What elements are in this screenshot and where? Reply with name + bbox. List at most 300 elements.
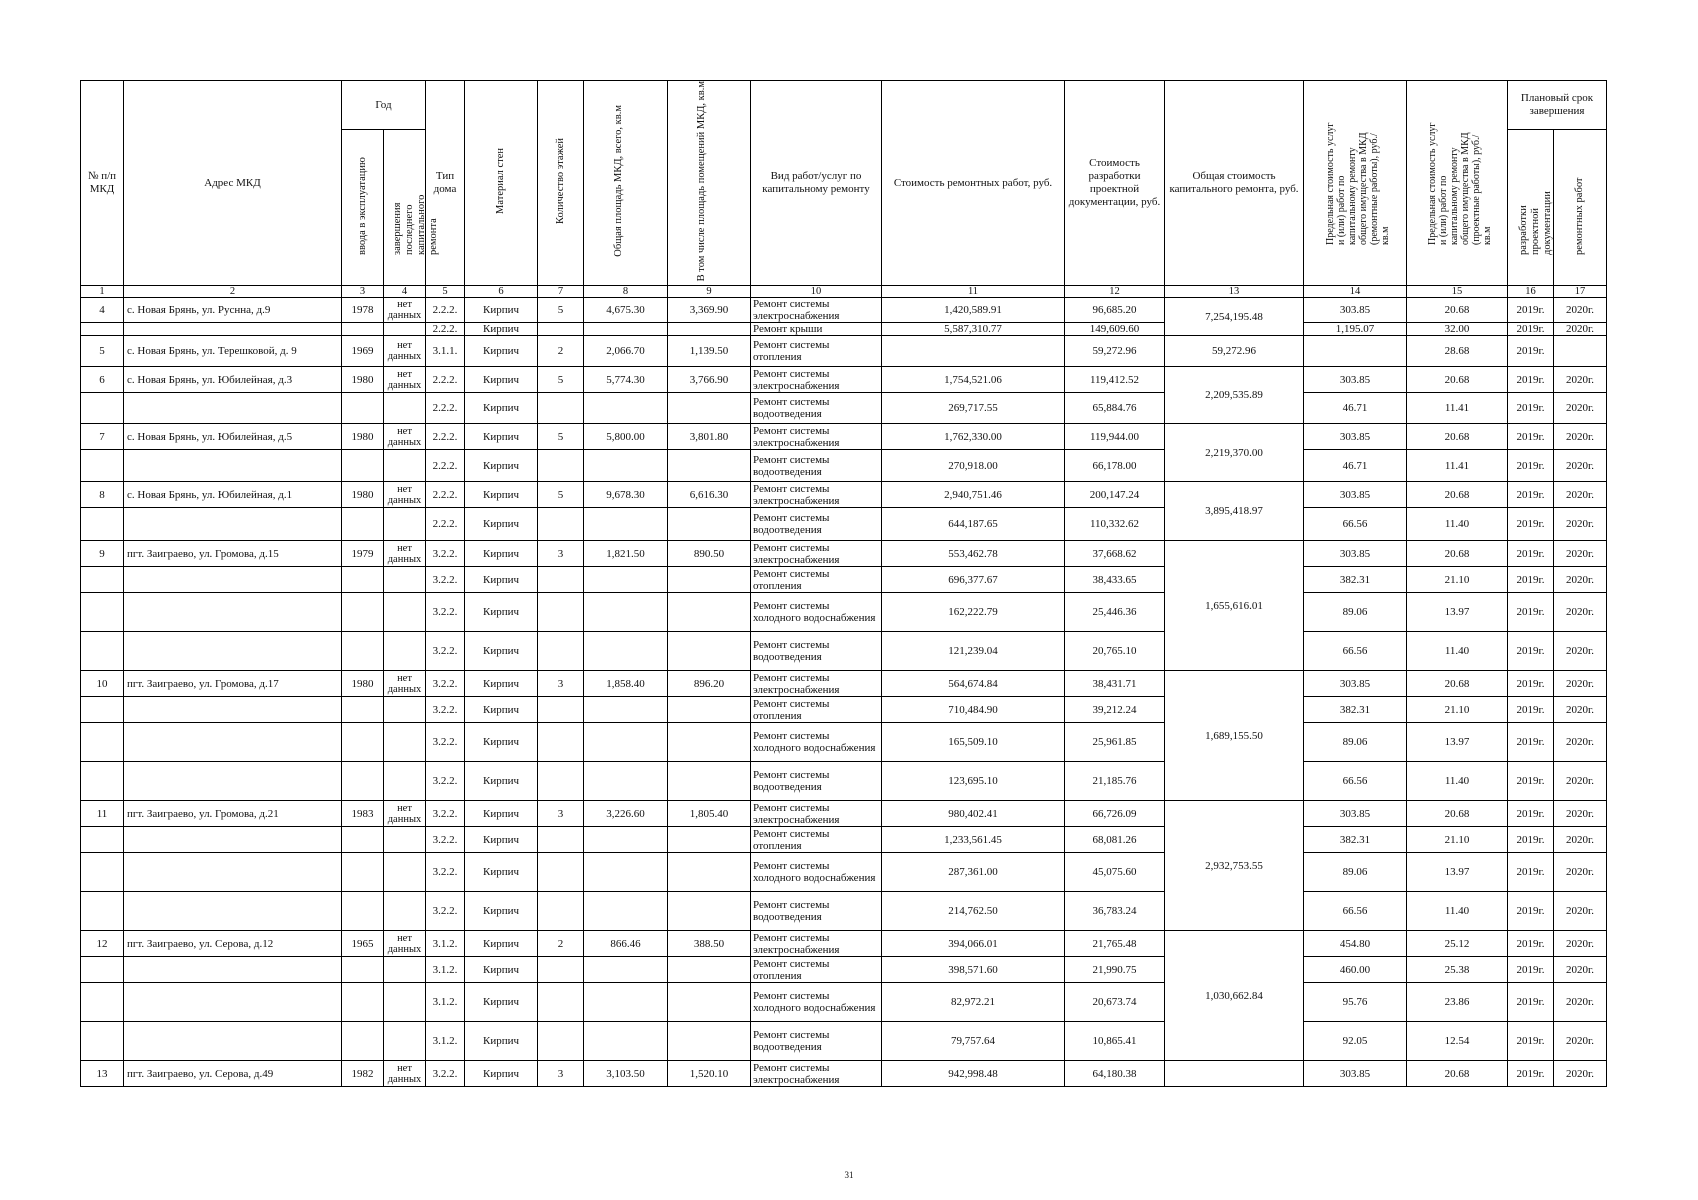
limit-design-cell: 20.68 xyxy=(1407,541,1508,567)
limit-design-cell: 21.10 xyxy=(1407,697,1508,723)
premises-area-cell xyxy=(668,393,751,424)
plan-design-date-cell: 2019г. xyxy=(1508,801,1554,827)
column-number: 17 xyxy=(1554,286,1607,298)
row-number xyxy=(81,723,124,762)
table-row xyxy=(81,671,1607,697)
total-area-cell xyxy=(584,593,668,632)
limit-design-cell: 23.86 xyxy=(1407,983,1508,1022)
limit-repair-cell: 303.85 xyxy=(1304,541,1407,567)
total-area-cell xyxy=(584,508,668,541)
address-cell: пгт. Заиграево, ул. Громова, д.15 xyxy=(124,541,342,567)
column-number: 12 xyxy=(1065,286,1165,298)
last-repair-cell xyxy=(384,1022,426,1061)
work-type-cell: Ремонт системы водоотведения xyxy=(751,1022,882,1061)
repair-cost-cell: 123,695.10 xyxy=(882,762,1065,801)
premises-area-cell xyxy=(668,450,751,482)
row-number xyxy=(81,393,124,424)
design-cost-cell: 25,961.85 xyxy=(1065,723,1165,762)
house-type-cell: 3.2.2. xyxy=(426,1061,465,1087)
address-cell xyxy=(124,723,342,762)
total-area-cell xyxy=(584,723,668,762)
wall-material-cell: Кирпич xyxy=(465,298,538,323)
floors-cell: 5 xyxy=(538,424,584,450)
premises-area-cell xyxy=(668,593,751,632)
limit-design-cell: 11.40 xyxy=(1407,892,1508,931)
address-cell: с. Новая Брянь, ул. Руснна, д.9 xyxy=(124,298,342,323)
repair-cost-cell: 1,420,589.91 xyxy=(882,298,1065,323)
repair-cost-cell: 162,222.79 xyxy=(882,593,1065,632)
table-row xyxy=(81,931,1607,957)
last-repair-cell: нет данных xyxy=(384,671,426,697)
house-type-cell: 2.2.2. xyxy=(426,323,465,336)
limit-repair-cell: 454.80 xyxy=(1304,931,1407,957)
header-limit-design: Предельная стоимость услуг и (или) работ по капитальному ремонту общего имущества в МКД (проектные работы), руб./кв.м xyxy=(1407,81,1508,286)
floors-cell: 3 xyxy=(538,1061,584,1087)
column-number: 4 xyxy=(384,286,426,298)
floors-cell: 2 xyxy=(538,336,584,367)
last-repair-cell xyxy=(384,323,426,336)
commission-year-cell xyxy=(342,450,384,482)
last-repair-cell xyxy=(384,393,426,424)
commission-year-cell xyxy=(342,697,384,723)
design-cost-cell: 21,765.48 xyxy=(1065,931,1165,957)
floors-cell xyxy=(538,450,584,482)
design-cost-cell: 38,433.65 xyxy=(1065,567,1165,593)
wall-material-cell: Кирпич xyxy=(465,697,538,723)
last-repair-cell xyxy=(384,632,426,671)
design-cost-cell: 66,726.09 xyxy=(1065,801,1165,827)
plan-design-date-cell: 2019г. xyxy=(1508,957,1554,983)
limit-design-cell: 25.38 xyxy=(1407,957,1508,983)
address-cell: пгт. Заиграево, ул. Громова, д.17 xyxy=(124,671,342,697)
commission-year-cell: 1980 xyxy=(342,671,384,697)
plan-design-date-cell: 2019г. xyxy=(1508,892,1554,931)
commission-year-cell xyxy=(342,983,384,1022)
row-number: 5 xyxy=(81,336,124,367)
commission-year-cell: 1982 xyxy=(342,1061,384,1087)
floors-cell: 5 xyxy=(538,367,584,393)
premises-area-cell: 6,616.30 xyxy=(668,482,751,508)
limit-design-cell: 20.68 xyxy=(1407,801,1508,827)
limit-repair-cell: 460.00 xyxy=(1304,957,1407,983)
floors-cell xyxy=(538,762,584,801)
commission-year-cell: 1978 xyxy=(342,298,384,323)
wall-material-cell: Кирпич xyxy=(465,671,538,697)
floors-cell xyxy=(538,853,584,892)
limit-repair-cell: 46.71 xyxy=(1304,393,1407,424)
plan-design-date-cell: 2019г. xyxy=(1508,450,1554,482)
house-type-cell: 3.2.2. xyxy=(426,827,465,853)
header-plan-design: разработки проектной документации xyxy=(1508,130,1554,286)
house-type-cell: 2.2.2. xyxy=(426,508,465,541)
plan-repair-date-cell: 2020г. xyxy=(1554,393,1607,424)
address-cell xyxy=(124,1022,342,1061)
floors-cell xyxy=(538,983,584,1022)
house-type-cell: 3.2.2. xyxy=(426,892,465,931)
row-number xyxy=(81,593,124,632)
design-cost-cell: 65,884.76 xyxy=(1065,393,1165,424)
total-area-cell: 866.46 xyxy=(584,931,668,957)
total-area-cell: 2,066.70 xyxy=(584,336,668,367)
wall-material-cell: Кирпич xyxy=(465,593,538,632)
address-cell: с. Новая Брянь, ул. Терешковой, д. 9 xyxy=(124,336,342,367)
table-row xyxy=(81,298,1607,323)
table-row xyxy=(81,593,1607,632)
repair-cost-cell: 287,361.00 xyxy=(882,853,1065,892)
design-cost-cell: 110,332.62 xyxy=(1065,508,1165,541)
work-type-cell: Ремонт системы водоотведения xyxy=(751,450,882,482)
total-area-cell: 5,800.00 xyxy=(584,424,668,450)
last-repair-cell: нет данных xyxy=(384,931,426,957)
row-number xyxy=(81,508,124,541)
limit-repair-cell: 46.71 xyxy=(1304,450,1407,482)
wall-material-cell: Кирпич xyxy=(465,367,538,393)
plan-repair-date-cell: 2020г. xyxy=(1554,298,1607,323)
last-repair-cell xyxy=(384,593,426,632)
total-cost-cell: 1,655,616.01 xyxy=(1165,541,1304,671)
limit-repair-cell: 303.85 xyxy=(1304,671,1407,697)
last-repair-cell xyxy=(384,957,426,983)
limit-design-cell: 11.41 xyxy=(1407,450,1508,482)
total-area-cell: 1,821.50 xyxy=(584,541,668,567)
repair-cost-cell: 82,972.21 xyxy=(882,983,1065,1022)
premises-area-cell: 3,801.80 xyxy=(668,424,751,450)
limit-repair-cell: 303.85 xyxy=(1304,801,1407,827)
repair-cost-cell: 644,187.65 xyxy=(882,508,1065,541)
plan-design-date-cell: 2019г. xyxy=(1508,853,1554,892)
limit-design-cell: 25.12 xyxy=(1407,931,1508,957)
design-cost-cell: 45,075.60 xyxy=(1065,853,1165,892)
premises-area-cell xyxy=(668,567,751,593)
plan-repair-date-cell: 2020г. xyxy=(1554,1061,1607,1087)
total-area-cell xyxy=(584,323,668,336)
row-number xyxy=(81,697,124,723)
premises-area-cell: 1,520.10 xyxy=(668,1061,751,1087)
address-cell: пгт. Заиграево, ул. Громова, д.21 xyxy=(124,801,342,827)
house-type-cell: 2.2.2. xyxy=(426,298,465,323)
premises-area-cell: 1,805.40 xyxy=(668,801,751,827)
plan-repair-date-cell: 2020г. xyxy=(1554,892,1607,931)
repair-cost-cell: 79,757.64 xyxy=(882,1022,1065,1061)
design-cost-cell: 68,081.26 xyxy=(1065,827,1165,853)
total-cost-cell xyxy=(1165,1061,1304,1087)
plan-design-date-cell: 2019г. xyxy=(1508,424,1554,450)
premises-area-cell: 890.50 xyxy=(668,541,751,567)
work-type-cell: Ремонт системы электроснабжения xyxy=(751,482,882,508)
work-type-cell: Ремонт системы отопления xyxy=(751,567,882,593)
row-number xyxy=(81,632,124,671)
table-row xyxy=(81,762,1607,801)
commission-year-cell xyxy=(342,827,384,853)
plan-design-date-cell: 2019г. xyxy=(1508,762,1554,801)
row-number: 9 xyxy=(81,541,124,567)
plan-repair-date-cell: 2020г. xyxy=(1554,931,1607,957)
commission-year-cell xyxy=(342,892,384,931)
limit-design-cell: 20.68 xyxy=(1407,424,1508,450)
row-number: 7 xyxy=(81,424,124,450)
design-cost-cell: 96,685.20 xyxy=(1065,298,1165,323)
plan-repair-date-cell: 2020г. xyxy=(1554,632,1607,671)
plan-repair-date-cell: 2020г. xyxy=(1554,1022,1607,1061)
design-cost-cell: 21,185.76 xyxy=(1065,762,1165,801)
limit-design-cell: 20.68 xyxy=(1407,1061,1508,1087)
plan-design-date-cell: 2019г. xyxy=(1508,393,1554,424)
table-row xyxy=(81,723,1607,762)
repair-cost-cell: 269,717.55 xyxy=(882,393,1065,424)
commission-year-cell: 1983 xyxy=(342,801,384,827)
design-cost-cell: 36,783.24 xyxy=(1065,892,1165,931)
address-cell xyxy=(124,827,342,853)
premises-area-cell xyxy=(668,957,751,983)
total-area-cell xyxy=(584,567,668,593)
design-cost-cell: 119,944.00 xyxy=(1065,424,1165,450)
house-type-cell: 3.2.2. xyxy=(426,853,465,892)
commission-year-cell xyxy=(342,567,384,593)
last-repair-cell xyxy=(384,853,426,892)
house-type-cell: 3.2.2. xyxy=(426,697,465,723)
plan-design-date-cell: 2019г. xyxy=(1508,508,1554,541)
column-number: 7 xyxy=(538,286,584,298)
house-type-cell: 3.1.2. xyxy=(426,983,465,1022)
total-area-cell xyxy=(584,892,668,931)
last-repair-cell xyxy=(384,892,426,931)
repair-cost-cell: 564,674.84 xyxy=(882,671,1065,697)
limit-design-cell: 20.68 xyxy=(1407,367,1508,393)
total-area-cell xyxy=(584,450,668,482)
floors-cell xyxy=(538,1022,584,1061)
floors-cell xyxy=(538,323,584,336)
floors-cell xyxy=(538,632,584,671)
wall-material-cell: Кирпич xyxy=(465,424,538,450)
repair-cost-cell: 1,754,521.06 xyxy=(882,367,1065,393)
limit-design-cell: 11.40 xyxy=(1407,762,1508,801)
limit-design-cell: 32.00 xyxy=(1407,323,1508,336)
table-row xyxy=(81,367,1607,393)
commission-year-cell xyxy=(342,632,384,671)
total-area-cell: 5,774.30 xyxy=(584,367,668,393)
header-work-type: Вид работ/услуг по капитальному ремонту xyxy=(751,81,882,286)
repair-cost-cell: 1,233,561.45 xyxy=(882,827,1065,853)
premises-area-cell: 3,369.90 xyxy=(668,298,751,323)
wall-material-cell: Кирпич xyxy=(465,323,538,336)
house-type-cell: 3.1.2. xyxy=(426,1022,465,1061)
plan-design-date-cell: 2019г. xyxy=(1508,323,1554,336)
address-cell xyxy=(124,508,342,541)
total-cost-cell: 1,689,155.50 xyxy=(1165,671,1304,801)
last-repair-cell xyxy=(384,508,426,541)
column-number: 13 xyxy=(1165,286,1304,298)
header-limit-repair: Предельная стоимость услуг и (или) работ по капитальному ремонту общего имущества в МКД (ремонтные работы), руб./кв.м xyxy=(1304,81,1407,286)
capital-repair-table xyxy=(80,80,1607,1087)
house-type-cell: 2.2.2. xyxy=(426,450,465,482)
wall-material-cell: Кирпич xyxy=(465,762,538,801)
house-type-cell: 3.1.2. xyxy=(426,957,465,983)
wall-material-cell: Кирпич xyxy=(465,393,538,424)
table-row xyxy=(81,892,1607,931)
work-type-cell: Ремонт системы отопления xyxy=(751,336,882,367)
address-cell xyxy=(124,853,342,892)
work-type-cell: Ремонт крыши xyxy=(751,323,882,336)
row-number xyxy=(81,567,124,593)
address-cell xyxy=(124,697,342,723)
house-type-cell: 3.2.2. xyxy=(426,671,465,697)
column-number: 9 xyxy=(668,286,751,298)
address-cell: пгт. Заиграево, ул. Серова, д.49 xyxy=(124,1061,342,1087)
row-number: 8 xyxy=(81,482,124,508)
work-type-cell: Ремонт системы холодного водоснабжения xyxy=(751,983,882,1022)
repair-cost-cell: 5,587,310.77 xyxy=(882,323,1065,336)
wall-material-cell: Кирпич xyxy=(465,801,538,827)
table-row xyxy=(81,632,1607,671)
repair-cost-cell: 394,066.01 xyxy=(882,931,1065,957)
plan-repair-date-cell: 2020г. xyxy=(1554,482,1607,508)
commission-year-cell xyxy=(342,853,384,892)
address-cell xyxy=(124,593,342,632)
last-repair-cell: нет данных xyxy=(384,336,426,367)
last-repair-cell xyxy=(384,723,426,762)
premises-area-cell xyxy=(668,508,751,541)
row-number xyxy=(81,323,124,336)
commission-year-cell xyxy=(342,1022,384,1061)
repair-cost-cell: 980,402.41 xyxy=(882,801,1065,827)
plan-design-date-cell: 2019г. xyxy=(1508,482,1554,508)
limit-repair-cell: 66.56 xyxy=(1304,508,1407,541)
house-type-cell: 3.1.1. xyxy=(426,336,465,367)
premises-area-cell xyxy=(668,1022,751,1061)
plan-repair-date-cell: 2020г. xyxy=(1554,983,1607,1022)
column-number: 3 xyxy=(342,286,384,298)
floors-cell xyxy=(538,567,584,593)
total-area-cell xyxy=(584,853,668,892)
work-type-cell: Ремонт системы отопления xyxy=(751,957,882,983)
address-cell: с. Новая Брянь, ул. Юбилейная, д.5 xyxy=(124,424,342,450)
premises-area-cell xyxy=(668,892,751,931)
floors-cell: 3 xyxy=(538,801,584,827)
total-cost-cell: 1,030,662.84 xyxy=(1165,931,1304,1061)
limit-design-cell: 20.68 xyxy=(1407,298,1508,323)
floors-cell: 2 xyxy=(538,931,584,957)
plan-design-date-cell: 2019г. xyxy=(1508,336,1554,367)
limit-design-cell: 20.68 xyxy=(1407,482,1508,508)
table-row xyxy=(81,323,1607,336)
repair-cost-cell: 121,239.04 xyxy=(882,632,1065,671)
address-cell xyxy=(124,983,342,1022)
limit-design-cell: 21.10 xyxy=(1407,827,1508,853)
floors-cell xyxy=(538,723,584,762)
table-row xyxy=(81,827,1607,853)
repair-cost-cell: 398,571.60 xyxy=(882,957,1065,983)
plan-design-date-cell: 2019г. xyxy=(1508,697,1554,723)
floors-cell: 5 xyxy=(538,298,584,323)
total-cost-cell: 2,219,370.00 xyxy=(1165,424,1304,482)
wall-material-cell: Кирпич xyxy=(465,450,538,482)
address-cell xyxy=(124,567,342,593)
commission-year-cell: 1965 xyxy=(342,931,384,957)
total-area-cell xyxy=(584,697,668,723)
repair-cost-cell: 214,762.50 xyxy=(882,892,1065,931)
repair-cost-cell: 270,918.00 xyxy=(882,450,1065,482)
design-cost-cell: 20,673.74 xyxy=(1065,983,1165,1022)
limit-design-cell: 20.68 xyxy=(1407,671,1508,697)
total-cost-cell: 59,272.96 xyxy=(1165,336,1304,367)
limit-repair-cell: 303.85 xyxy=(1304,367,1407,393)
wall-material-cell: Кирпич xyxy=(465,1061,538,1087)
design-cost-cell: 119,412.52 xyxy=(1065,367,1165,393)
work-type-cell: Ремонт системы электроснабжения xyxy=(751,424,882,450)
design-cost-cell: 59,272.96 xyxy=(1065,336,1165,367)
floors-cell xyxy=(538,593,584,632)
plan-repair-date-cell: 2020г. xyxy=(1554,323,1607,336)
work-type-cell: Ремонт системы отопления xyxy=(751,697,882,723)
premises-area-cell xyxy=(668,762,751,801)
last-repair-cell: нет данных xyxy=(384,1061,426,1087)
column-number: 16 xyxy=(1508,286,1554,298)
limit-design-cell: 13.97 xyxy=(1407,723,1508,762)
commission-year-cell xyxy=(342,393,384,424)
plan-repair-date-cell: 2020г. xyxy=(1554,762,1607,801)
limit-repair-cell: 95.76 xyxy=(1304,983,1407,1022)
address-cell xyxy=(124,892,342,931)
limit-repair-cell: 382.31 xyxy=(1304,697,1407,723)
address-cell xyxy=(124,393,342,424)
wall-material-cell: Кирпич xyxy=(465,957,538,983)
commission-year-cell: 1969 xyxy=(342,336,384,367)
wall-material-cell: Кирпич xyxy=(465,983,538,1022)
header-plan-group: Плановый срок завершения xyxy=(1508,81,1607,130)
house-type-cell: 2.2.2. xyxy=(426,367,465,393)
plan-design-date-cell: 2019г. xyxy=(1508,298,1554,323)
total-area-cell: 4,675.30 xyxy=(584,298,668,323)
work-type-cell: Ремонт системы электроснабжения xyxy=(751,367,882,393)
design-cost-cell: 37,668.62 xyxy=(1065,541,1165,567)
repair-cost-cell: 942,998.48 xyxy=(882,1061,1065,1087)
row-number: 13 xyxy=(81,1061,124,1087)
premises-area-cell xyxy=(668,323,751,336)
house-type-cell: 3.2.2. xyxy=(426,541,465,567)
commission-year-cell: 1980 xyxy=(342,367,384,393)
total-cost-cell: 7,254,195.48 xyxy=(1165,298,1304,336)
header-floors: Количество этажей xyxy=(538,81,584,286)
column-number: 8 xyxy=(584,286,668,298)
repair-cost-cell: 1,762,330.00 xyxy=(882,424,1065,450)
plan-design-date-cell: 2019г. xyxy=(1508,1061,1554,1087)
table-row xyxy=(81,450,1607,482)
limit-design-cell: 11.40 xyxy=(1407,632,1508,671)
plan-repair-date-cell: 2020г. xyxy=(1554,853,1607,892)
premises-area-cell xyxy=(668,723,751,762)
address-cell: с. Новая Брянь, ул. Юбилейная, д.1 xyxy=(124,482,342,508)
table-row xyxy=(81,853,1607,892)
plan-repair-date-cell: 2020г. xyxy=(1554,424,1607,450)
limit-repair-cell: 66.56 xyxy=(1304,892,1407,931)
plan-repair-date-cell xyxy=(1554,336,1607,367)
wall-material-cell: Кирпич xyxy=(465,827,538,853)
limit-repair-cell: 303.85 xyxy=(1304,1061,1407,1087)
plan-design-date-cell: 2019г. xyxy=(1508,632,1554,671)
floors-cell xyxy=(538,393,584,424)
column-number: 5 xyxy=(426,286,465,298)
commission-year-cell: 1980 xyxy=(342,482,384,508)
premises-area-cell xyxy=(668,983,751,1022)
work-type-cell: Ремонт системы водоотведения xyxy=(751,892,882,931)
limit-repair-cell: 89.06 xyxy=(1304,853,1407,892)
wall-material-cell: Кирпич xyxy=(465,541,538,567)
limit-design-cell: 21.10 xyxy=(1407,567,1508,593)
column-number: 10 xyxy=(751,286,882,298)
header-total-area: Общая площадь МКД, всего, кв.м xyxy=(584,81,668,286)
wall-material-cell: Кирпич xyxy=(465,567,538,593)
total-cost-cell: 2,209,535.89 xyxy=(1165,367,1304,424)
